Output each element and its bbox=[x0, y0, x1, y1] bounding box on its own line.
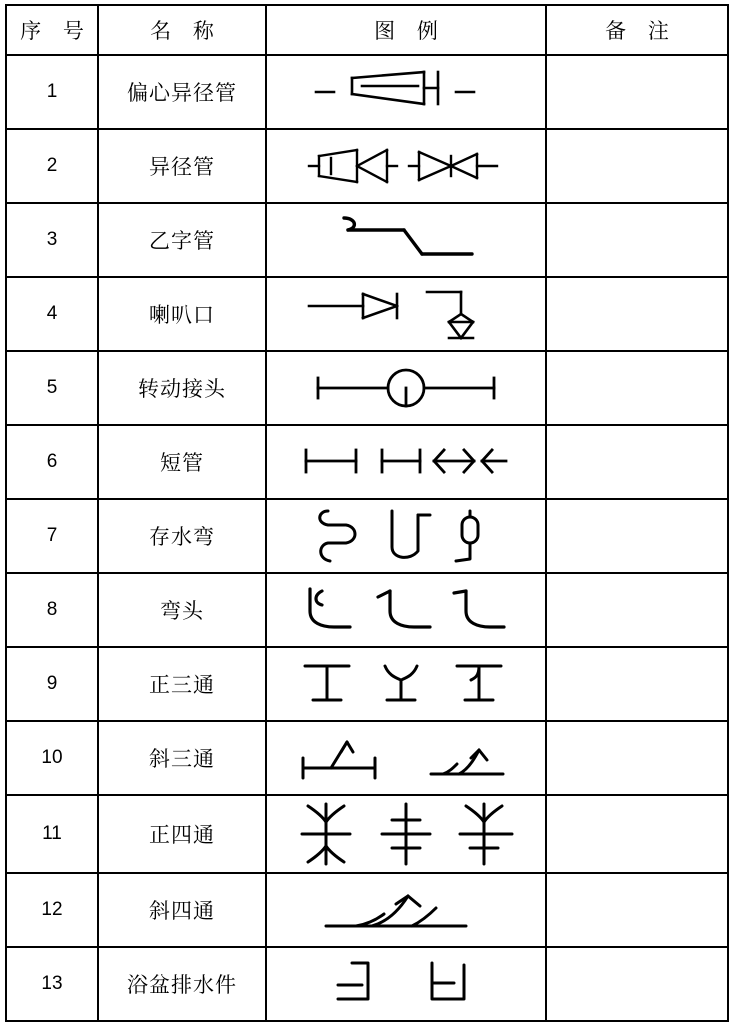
table-row bbox=[6, 277, 728, 351]
header-name: 名 称 bbox=[98, 5, 266, 55]
eccentric-reducer-icon bbox=[306, 64, 506, 120]
row-number: 9 bbox=[6, 647, 98, 721]
swivel-joint-icon bbox=[306, 360, 506, 416]
cross-icon bbox=[288, 796, 524, 872]
symbol-cell bbox=[266, 351, 546, 425]
symbol-cell bbox=[266, 721, 546, 795]
table-row bbox=[6, 873, 728, 947]
row-number: 1 bbox=[6, 55, 98, 129]
row-number: 6 bbox=[6, 425, 98, 499]
table-row bbox=[6, 573, 728, 647]
table-row bbox=[6, 425, 728, 499]
symbol-cell bbox=[266, 277, 546, 351]
row-note bbox=[546, 425, 728, 499]
water-trap-icon bbox=[306, 503, 506, 569]
symbol-cell bbox=[266, 499, 546, 573]
row-note bbox=[546, 573, 728, 647]
row-number: 2 bbox=[6, 129, 98, 203]
table-row bbox=[6, 203, 728, 277]
row-name: 喇叭口 bbox=[98, 277, 266, 351]
row-name: 乙字管 bbox=[98, 203, 266, 277]
symbol-cell bbox=[266, 873, 546, 947]
row-note bbox=[546, 647, 728, 721]
table-row bbox=[6, 947, 728, 1021]
bathtub-drain-icon bbox=[306, 957, 506, 1011]
tee-icon bbox=[291, 656, 521, 712]
row-name: 正三通 bbox=[98, 647, 266, 721]
row-note bbox=[546, 277, 728, 351]
row-note bbox=[546, 873, 728, 947]
table-row bbox=[6, 55, 728, 129]
row-name: 正四通 bbox=[98, 795, 266, 873]
reducer-icon bbox=[301, 138, 511, 194]
row-note bbox=[546, 129, 728, 203]
row-note bbox=[546, 721, 728, 795]
table-row bbox=[6, 499, 728, 573]
header-symbol: 图 例 bbox=[266, 5, 546, 55]
row-number: 8 bbox=[6, 573, 98, 647]
symbol-cell bbox=[266, 55, 546, 129]
row-name: 异径管 bbox=[98, 129, 266, 203]
row-note bbox=[546, 55, 728, 129]
short-pipe-icon bbox=[296, 440, 516, 484]
row-name: 弯头 bbox=[98, 573, 266, 647]
symbol-cell bbox=[266, 947, 546, 1021]
row-name: 转动接头 bbox=[98, 351, 266, 425]
table-row bbox=[6, 129, 728, 203]
table-row bbox=[6, 647, 728, 721]
oblique-cross-icon bbox=[316, 878, 496, 942]
symbol-cell bbox=[266, 203, 546, 277]
row-number: 13 bbox=[6, 947, 98, 1021]
row-name: 短管 bbox=[98, 425, 266, 499]
row-note bbox=[546, 203, 728, 277]
row-number: 3 bbox=[6, 203, 98, 277]
table-header-row bbox=[6, 5, 728, 55]
table-row bbox=[6, 351, 728, 425]
table-row bbox=[6, 795, 728, 873]
header-serial-number: 序 号 bbox=[6, 5, 98, 55]
oblique-tee-icon bbox=[291, 730, 521, 786]
symbol-cell bbox=[266, 795, 546, 873]
row-name: 浴盆排水件 bbox=[98, 947, 266, 1021]
table-row bbox=[6, 721, 728, 795]
plumbing-legend-table bbox=[5, 4, 729, 1022]
row-note bbox=[546, 351, 728, 425]
row-number: 4 bbox=[6, 277, 98, 351]
row-number: 10 bbox=[6, 721, 98, 795]
bell-mouth-icon bbox=[301, 282, 511, 346]
row-number: 11 bbox=[6, 795, 98, 873]
header-note: 备 注 bbox=[546, 5, 728, 55]
legend-sheet bbox=[0, 4, 731, 1025]
row-note bbox=[546, 795, 728, 873]
row-number: 12 bbox=[6, 873, 98, 947]
row-number: 5 bbox=[6, 351, 98, 425]
offset-pipe-icon bbox=[316, 210, 496, 270]
row-number: 7 bbox=[6, 499, 98, 573]
row-name: 偏心异径管 bbox=[98, 55, 266, 129]
row-name: 斜四通 bbox=[98, 873, 266, 947]
row-name: 斜三通 bbox=[98, 721, 266, 795]
row-name: 存水弯 bbox=[98, 499, 266, 573]
symbol-cell bbox=[266, 573, 546, 647]
symbol-cell bbox=[266, 129, 546, 203]
symbol-cell bbox=[266, 647, 546, 721]
elbow-icon bbox=[296, 583, 516, 637]
row-note bbox=[546, 947, 728, 1021]
row-note bbox=[546, 499, 728, 573]
symbol-cell bbox=[266, 425, 546, 499]
